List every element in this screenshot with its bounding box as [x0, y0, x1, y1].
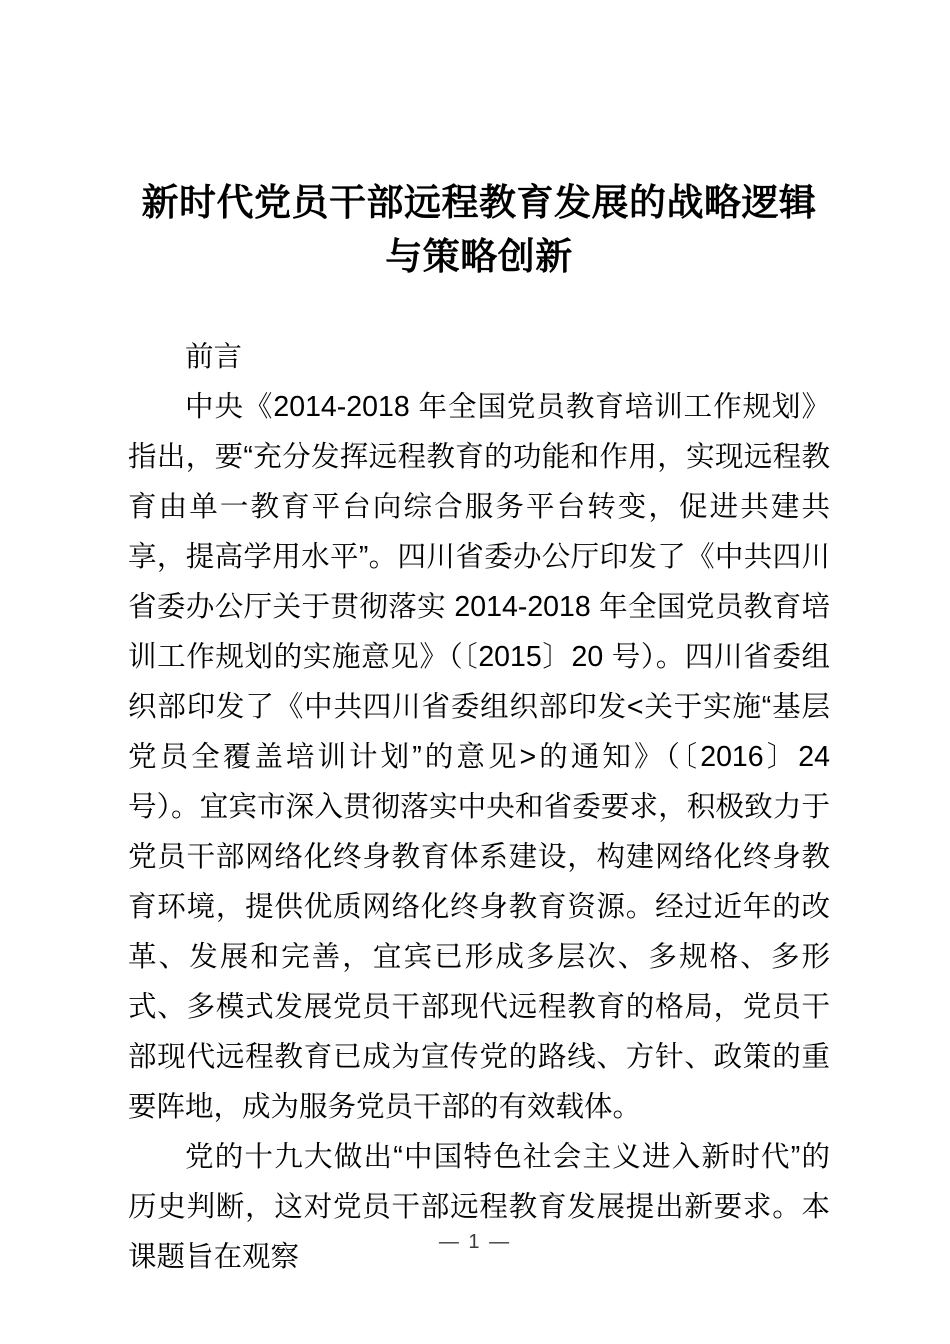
- page-number: — 1 —: [438, 1231, 512, 1253]
- document-content: [128, 332, 830, 1282]
- page-footer: [0, 1228, 950, 1256]
- section-label-preface: 前言: [185, 341, 243, 373]
- paragraph-2: 党的十九大做出“中国特色社会主义进入新时代”的历史判断，这对党员干部远程教育发展提出新要求。本课题旨在观察: [128, 1141, 830, 1273]
- paragraph-1: 中央《2014-2018 年全国党员教育培训工作规划》指出，要“充分发挥远程教育的功能和作用，实现远程教育由单一教育平台向综合服务平台转变，促进共建共享，提高学用水平”。四川省委办公厅印发了《中共四川省委办公厅关于贯彻落实 2014-2018 年全国党员教育培训工作规划的实施意见》（〔2015〕20 号）。四川省委组织部印发了《中共四川省委组织部印发<关于实施“基层党员全覆盖培训计划”的意见>的通知》（〔2016〕24 号）。宜宾市深入贯彻落实中央和省委要求，积极致力于党员干部网络化终身教育体系建设，构建网络化终身教育环境，提供优质网络化终身教育资源。经过近年的改革、发展和完善，宜宾已形成多层次、多规格、多形式、多模式发展党员干部现代远程教育的格局，党员干部现代远程教育已成为宣传党的路线、方针、政策的重要阵地，成为服务党员干部的有效载体。: [128, 391, 830, 1123]
- page-title: 新时代党员干部远程教育发展的战略逻辑与策略创新: [141, 182, 817, 277]
